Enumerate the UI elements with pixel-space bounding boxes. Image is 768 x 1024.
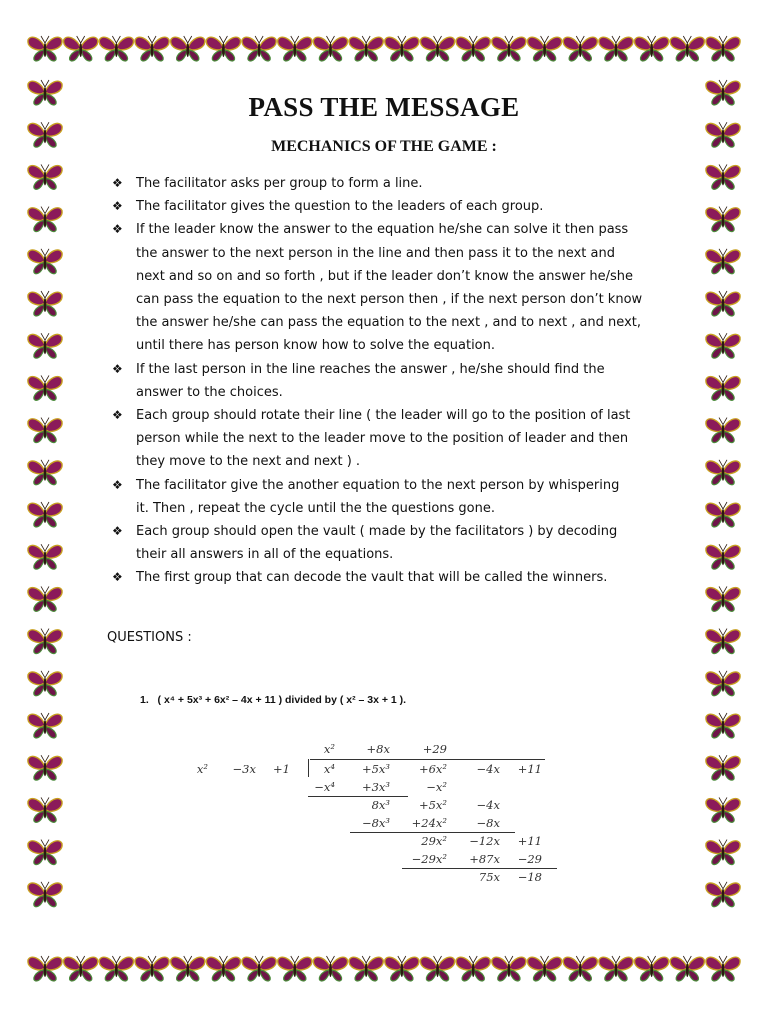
butterfly-icon [28,249,62,274]
butterfly-icon [670,956,704,981]
division-rule [308,796,408,797]
rule-item [112,474,682,520]
rule-item [112,195,682,218]
butterfly-icon [28,882,62,907]
butterfly-icon [135,36,169,61]
questions-heading: QUESTIONS : [107,630,192,645]
rule-item [112,358,682,404]
math-term: −18 [517,870,542,884]
rule-line: the answer to the next person in the line and then pass it to the next and [136,245,615,261]
butterfly-icon [563,956,597,981]
math-term: +87x [469,852,500,866]
butterfly-icon [456,36,490,61]
math-term: +11 [517,762,542,776]
butterfly-icon [28,418,62,443]
rule-line: The facilitator asks per group to form a line. [136,176,423,191]
butterfly-icon [706,164,740,189]
math-term: x⁴ [323,762,335,776]
butterfly-icon [242,956,276,981]
butterfly-icon [706,671,740,696]
rule-line: until there has person know how to solve the equation. [136,338,496,354]
math-term: +1 [273,762,290,776]
butterfly-icon [706,502,740,527]
question-text: ( x⁴ + 5x³ + 6x² – 4x + 11 ) divided by ( x² – 3x + 1 ). [157,694,407,706]
butterfly-icon [28,333,62,358]
butterfly-icon [385,36,419,61]
butterfly-icon [706,544,740,569]
butterfly-icon [278,956,312,981]
butterfly-icon [706,586,740,611]
butterfly-icon [563,36,597,61]
rule-line: next and so on and so forth , but if the leader don’t know the answer he/she [136,268,634,284]
rule-line: Each group should open the vault ( made by the facilitators ) by decoding [136,524,618,540]
math-term: −12x [469,834,500,848]
math-term: x² [323,742,335,756]
butterfly-icon [64,956,98,981]
butterfly-icon [706,460,740,485]
bullet-icon: ❖ [112,570,123,585]
butterfly-icon [706,755,740,780]
butterfly-icon [527,956,561,981]
rule-item [112,172,682,195]
butterfly-icon [28,460,62,485]
rule-line: If the last person in the line reaches the answer , he/she should find the [136,361,605,377]
butterfly-icon [313,956,347,981]
rule-item [112,566,682,589]
rule-item [112,520,682,566]
bullet-icon: ❖ [112,408,123,423]
question-number: 1. [140,694,149,706]
butterfly-icon [706,375,740,400]
butterfly-icon [28,375,62,400]
butterfly-icon [313,36,347,61]
rule-line: person while the next to the leader move to the position of leader and then [136,431,629,447]
math-term: 8x³ [371,798,390,812]
division-rule [310,759,545,760]
butterfly-icon [706,291,740,316]
butterfly-icon [527,36,561,61]
bullet-icon: ❖ [112,524,123,539]
butterfly-icon [349,956,383,981]
rules-list [112,172,682,590]
math-term: 29x² [421,834,447,848]
butterfly-icon [706,629,740,654]
butterfly-icon [99,36,133,61]
math-term: −x⁴ [314,780,335,794]
butterfly-icon [28,207,62,232]
page-title: PASS THE MESSAGE [248,92,520,122]
rule-line: their all answers in all of the equations. [136,547,394,563]
math-term: +8x [366,742,390,756]
math-term: −8x³ [361,816,390,830]
math-term: −3x [232,762,256,776]
rule-item [112,218,682,357]
butterfly-icon [64,36,98,61]
butterfly-icon [28,586,62,611]
math-term: +24x² [411,816,447,830]
math-term: +3x³ [361,780,390,794]
butterfly-icon [635,36,669,61]
butterfly-icon [706,713,740,738]
math-term: −29 [517,852,542,866]
butterfly-icon [206,36,240,61]
math-term: −4x [476,798,500,812]
butterfly-icon [171,36,205,61]
butterfly-icon [135,956,169,981]
butterfly-icon [99,956,133,981]
butterfly-icon [349,36,383,61]
butterfly-icon [706,418,740,443]
butterfly-icon [670,36,704,61]
rule-line: the answer he/she can pass the equation to the next , and to next , and next, [136,315,641,331]
butterfly-icon [492,956,526,981]
rule-item [112,404,682,474]
rule-line: they move to the next and next ) . [136,454,361,470]
math-term: −8x [476,816,500,830]
butterfly-icon [635,956,669,981]
butterfly-icon [706,882,740,907]
butterfly-icon [706,249,740,274]
butterfly-icon [420,36,454,61]
butterfly-icon [385,956,419,981]
butterfly-icon [28,671,62,696]
butterfly-icon [28,840,62,865]
rule-line: If the leader know the answer to the equation he/she can solve it then pass [136,222,629,238]
rule-line: answer to the choices. [136,384,283,400]
rule-line: Each group should rotate their line ( the leader will go to the position of last [136,408,631,424]
butterfly-icon [28,755,62,780]
butterfly-icon [706,797,740,822]
math-term: +29 [422,742,447,756]
math-term: +5x³ [361,762,390,776]
bullet-icon: ❖ [112,199,123,214]
math-term: +11 [517,834,542,848]
butterfly-icon [28,956,62,981]
butterfly-icon [28,164,62,189]
butterfly-icon [28,502,62,527]
bullet-icon: ❖ [112,176,123,190]
butterfly-icon [492,36,526,61]
rule-line: The first group that can decode the vault that will be called the winners. [136,570,608,586]
butterfly-icon [706,207,740,232]
butterfly-icon [28,629,62,654]
math-term: −x² [426,780,447,794]
butterfly-icon [599,36,633,61]
math-term: +5x² [418,798,447,812]
butterfly-icon [242,36,276,61]
butterfly-icon [706,956,740,981]
math-term: x² [196,762,208,776]
math-term: −4x [476,762,500,776]
rule-line: The facilitator give the another equation to the next person by whispering [136,477,620,493]
butterfly-icon [28,713,62,738]
rule-line: it. Then , repeat the cycle until the the questions gone. [136,500,495,516]
rule-line: The facilitator gives the question to the leaders of each group. [136,199,544,215]
butterfly-icon [706,333,740,358]
section-subtitle: MECHANICS OF THE GAME : [271,138,497,155]
butterfly-icon [171,956,205,981]
division-rule [350,832,515,833]
bullet-icon: ❖ [112,477,123,492]
butterfly-icon [706,36,740,61]
math-term: +6x² [418,762,447,776]
division-rule [402,868,557,869]
butterfly-icon [28,36,62,61]
butterfly-icon [456,956,490,981]
question-1 [140,694,406,706]
butterfly-icon [206,956,240,981]
bullet-icon: ❖ [112,222,123,237]
bullet-icon: ❖ [112,361,123,376]
rule-line: can pass the equation to the next person then , if the next person don’t know [136,292,643,308]
long-division-figure [190,742,560,892]
division-bracket [308,759,309,777]
butterfly-icon [706,840,740,865]
butterfly-icon [599,956,633,981]
butterfly-icon [28,291,62,316]
math-term: −29x² [411,852,447,866]
butterfly-icon [28,544,62,569]
math-term: 75x [478,870,500,884]
butterfly-icon [278,36,312,61]
butterfly-icon [28,797,62,822]
butterfly-icon [420,956,454,981]
